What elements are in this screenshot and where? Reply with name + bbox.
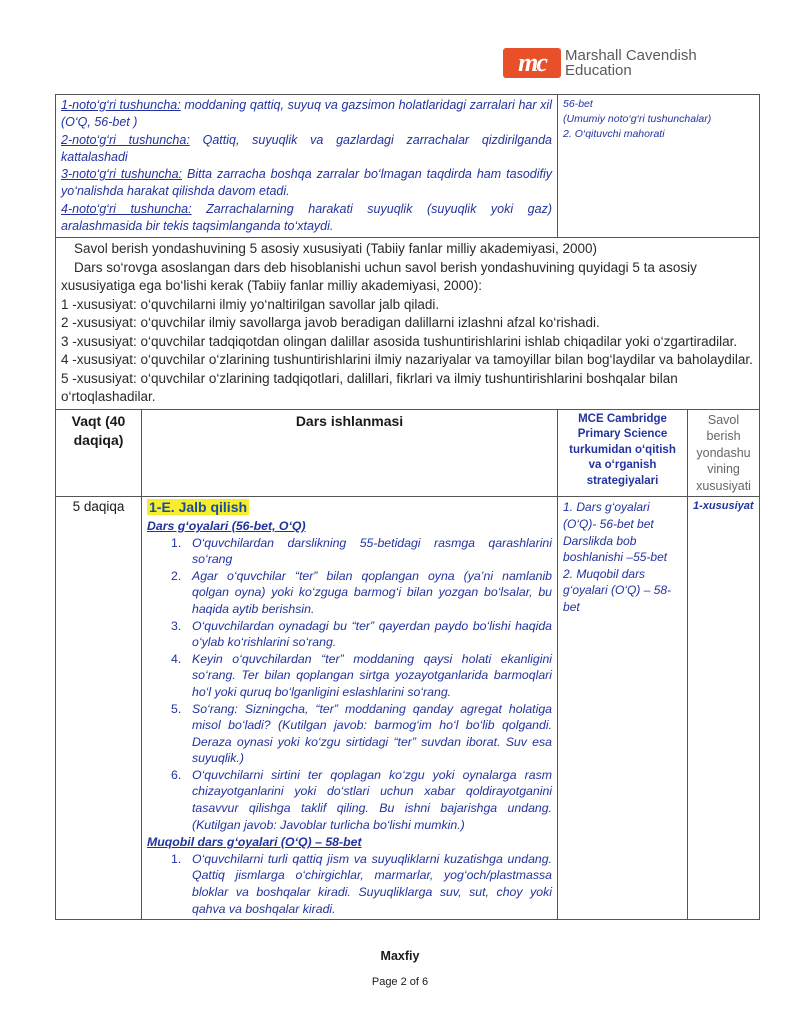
stage-heading: 1-E. Jalb qilish: [149, 499, 248, 516]
row-time: 5 daqiqa: [56, 497, 142, 920]
header-inquiry-feature: Savol berish yondashu vining xususiyati: [688, 409, 760, 497]
logo-subtitle: Education: [565, 62, 632, 79]
inquiry-feature-cell: 1-xususiyat: [688, 497, 760, 920]
list-item: 6. O‘quvchilarni sirtini ter qoplagan ko‘zgu yoki oynalarga rasm chizayotganlarini yoki do‘stlari uchun xabar qoldirayotganini tasavvur qilishga taklif qiling. Bu ishni bajarishga undang. (Kutilgan javob: Javoblar turlicha bo‘lishi mumkin.): [171, 767, 553, 832]
confidential-label: Maxfiy: [380, 949, 420, 963]
inquiry-title: Savol berish yondashuvining 5 asosiy xususiyati (Tabiiy fanlar milliy akademiyasi, 2000): [74, 241, 597, 257]
lesson-ideas-heading: Dars g‘oyalari (56-bet, O‘Q): [147, 518, 306, 533]
header-lesson-plan: Dars ishlanmasi: [142, 409, 558, 497]
list-item: 1. O‘quvchilardan darslikning 55-betidagi rasmga qarashlarini so‘rang: [171, 535, 553, 567]
resources-cell: 1. Dars g‘oyalari (O‘Q)- 56-bet bet Darslikda bob boshlanishi –55-bet 2. Muqobil dars g‘oyalari (O‘Q) – 58-bet: [558, 497, 688, 920]
inquiry-feature-5: 5 -xususiyat: o‘quvchilar o‘zlarining tadqiqotlari, dalillari, fikrlari va ilmiy tushuntirishlarini boshqalar bilan o‘rtoqlashadilar.: [61, 370, 678, 405]
header-mce-strategies: MCE Cambridge Primary Science turkumidan o‘qitish va o‘rganish strategiyalari: [558, 409, 688, 497]
misconception-2: 2-noto‘g‘ri tushuncha: Qattiq, suyuqlik va gazlardagi zarrachalar qizdirilganda kattalashadi: [61, 132, 553, 164]
inquiry-feature-1: 1 -xususiyat: o‘quvchilarni ilmiy yo‘naltirilgan savollar jalb qiladi.: [61, 296, 440, 312]
page-number: Page 2 of 6: [371, 976, 429, 988]
misconception-3: 3-noto‘g‘ri tushuncha: Bitta zarracha boshqa zarralar bo‘lmagan taqdirda ham tasodifiy yo‘nalishda harakat qilishda davom etadi.: [61, 167, 553, 199]
list-item: 1. O‘quvchilarni turli qattiq jism va suyuqliklarni kuzatishga undang. Qattiq jismlarga o‘chirgichlar, marmarlar, yog‘och/plastmassa bloklar va boshqalar kiradi. Suyuqliklarga suv, sut, choy yoki qahva va boshqalar kiradi.: [171, 851, 553, 916]
logo-mark: mc: [503, 48, 561, 78]
misconception-references: 56-bet (Umumiy noto‘g‘ri tushunchalar) 2. O‘qituvchi mahorati: [558, 95, 760, 238]
lesson-plan-table: [55, 94, 760, 920]
alternative-ideas-heading: Muqobil dars g‘oyalari (O‘Q) – 58-bet: [147, 835, 362, 850]
inquiry-feature-3: 3 -xususiyat: o‘quvchilar tadqiqotdan olingan dalillar asosida tushuntirishlarini ishlab chiqadilar yoki o‘zgartiradilar.: [61, 333, 738, 349]
header-time: Vaqt (40 daqiqa): [56, 409, 142, 497]
list-item: 4. Keyin o‘quvchilardan “ter” moddaning qaysi holati ekanligini so‘rang. Ter bilan qoplangan sirtga yozayotganlarida barmoqlari ho‘l yoki quruq bo‘lganligini eslashlarini so‘rang.: [171, 651, 553, 699]
list-item: 5. So‘rang: Sizningcha, “ter” moddaning qanday agregat holatiga misol bo‘ladi? (Kutilgan javob: barmog‘im ho‘l bo‘lib qolgandi. Deraza oynasi yoki ko‘zgu sirtidagi “ter” suvdan iborat. Suv esa suyuqlik.): [171, 701, 553, 766]
lesson-steps: [147, 535, 552, 834]
misconception-4: 4-noto‘g‘ri tushuncha: Zarrachalarning harakati suyuqlik (suyuqlik yoki gaz) aralashmasida bir tekis taqsimlanganda to‘xtaydi.: [61, 201, 552, 234]
misconception-1: 1-noto‘g‘ri tushuncha: moddaning qattiq, suyuq va gazsimon holatlaridagi zarralari har xil (O‘Q, 56-bet ): [61, 98, 552, 130]
misconceptions-cell: [56, 95, 558, 238]
list-item: 2. Agar o‘quvchilar “ter” bilan qoplangan oyna (ya’ni namlanib qolgan oyna) yoki ko‘zguga barmog‘i bilan yozgan bo‘lsalar, bu haqida aytib berishsin.: [171, 568, 553, 616]
marshall-cavendish-logo: [503, 46, 718, 80]
inquiry-intro: Dars so‘rovga asoslangan dars deb hisoblanishi uchun savol berish yondashuvining quyidagi 5 ta asosiy xususiyatiga ega bo‘lishi kerak (Tabiiy fanlar milliy akademiyasi, 2000):: [61, 259, 697, 294]
inquiry-feature-2: 2 -xususiyat: o‘quvchilar ilmiy savollarga javob beradigan dalillarni izlashni afzal ko‘rishadi.: [61, 315, 600, 331]
inquiry-features-box: [56, 238, 760, 410]
logo-name: Marshall Cavendish: [565, 47, 697, 64]
lesson-plan-cell: [142, 497, 558, 920]
list-item: 3. O‘quvchilardan oynadagi bu “ter” qayerdan paydo bo‘lishi haqida o‘ylab ko‘rishlarini so‘rang.: [171, 618, 553, 650]
alternative-steps: [147, 851, 552, 917]
inquiry-feature-4: 4 -xususiyat: o‘quvchilar o‘zlarining tushuntirishlarini ilmiy nazariyalar va tamoyillar bilan bog‘laydilar va baholaydilar.: [61, 352, 753, 368]
